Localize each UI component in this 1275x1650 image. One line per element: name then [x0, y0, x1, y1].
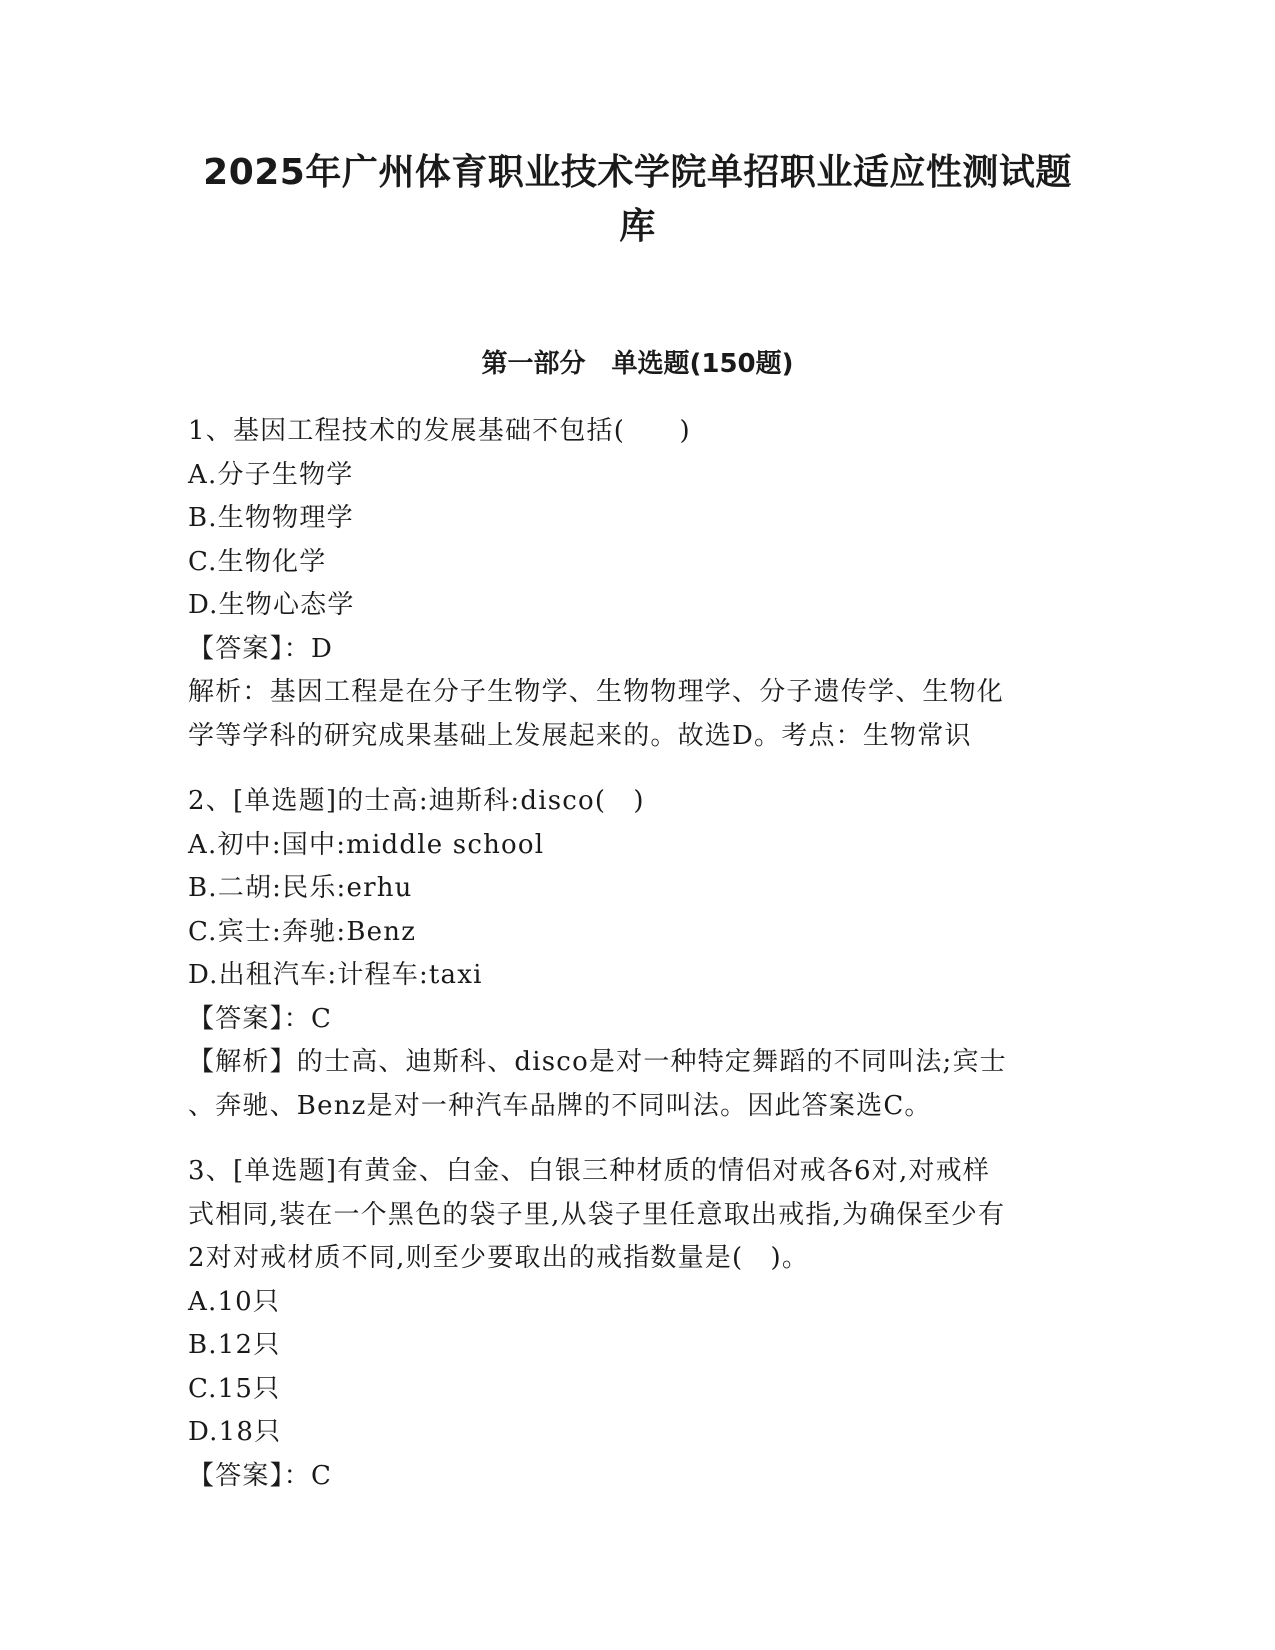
option-d: D.生物心态学 — [188, 590, 355, 620]
option-a: A.分子生物学 — [188, 459, 354, 490]
document-title — [150, 146, 1125, 254]
document-title-line-1: 2025年广州体育职业技术学院单招职业适应性测试题 — [203, 152, 1072, 193]
option-a: A.初中:国中:middle school — [188, 829, 545, 860]
option-b: B.二胡:民乐:erhu — [188, 873, 413, 903]
option-c: C.生物化学 — [188, 546, 327, 577]
question-stem: 式相同,装在一个黑色的袋子里,从袋子里任意取出戒指,为确保至少有 — [188, 1199, 1006, 1230]
question-list — [188, 410, 1088, 1498]
question-gap — [188, 758, 1088, 780]
question-block-2 — [188, 780, 1088, 1128]
explanation-line: 、奔驰、Benz是对一种汽车品牌的不同叫法。因此答案选C。 — [188, 1090, 932, 1121]
question-gap — [188, 1128, 1088, 1150]
explanation-line: 解析：基因工程是在分子生物学、生物物理学、分子遗传学、生物化 — [188, 677, 1005, 707]
option-b: B.生物物理学 — [188, 503, 354, 533]
answer-line: 【答案】：C — [188, 1003, 333, 1034]
option-c: C.宾士:奔驰:Benz — [188, 916, 417, 947]
explanation-line: 学等学科的研究成果基础上发展起来的。故选D。考点：生物常识 — [188, 720, 972, 751]
document-title-line-2: 库 — [619, 206, 656, 247]
option-d: D.18只 — [188, 1417, 282, 1447]
option-c: C.15只 — [188, 1373, 281, 1404]
question-stem: 2对对戒材质不同,则至少要取出的戒指数量是( )。 — [188, 1243, 810, 1273]
explanation-line: 【解析】的士高、迪斯科、disco是对一种特定舞蹈的不同叫法;宾士 — [188, 1047, 1007, 1077]
answer-line: 【答案】：D — [188, 633, 334, 664]
option-d: D.出租汽车:计程车:taxi — [188, 960, 483, 990]
section-heading: 第一部分 单选题(150题) — [481, 349, 794, 379]
question-block-3 — [188, 1150, 1088, 1498]
answer-line: 【答案】：C — [188, 1460, 333, 1491]
option-a: A.10只 — [188, 1286, 281, 1317]
question-stem: 1、基因工程技术的发展基础不包括( ) — [188, 416, 691, 446]
option-b: B.12只 — [188, 1330, 281, 1360]
question-block-1 — [188, 410, 1088, 758]
question-stem: 3、[单选题]有黄金、白金、白银三种材质的情侣对戒各6对,对戒样 — [188, 1156, 991, 1186]
question-stem: 2、[单选题]的士高:迪斯科:disco( ) — [188, 786, 645, 816]
